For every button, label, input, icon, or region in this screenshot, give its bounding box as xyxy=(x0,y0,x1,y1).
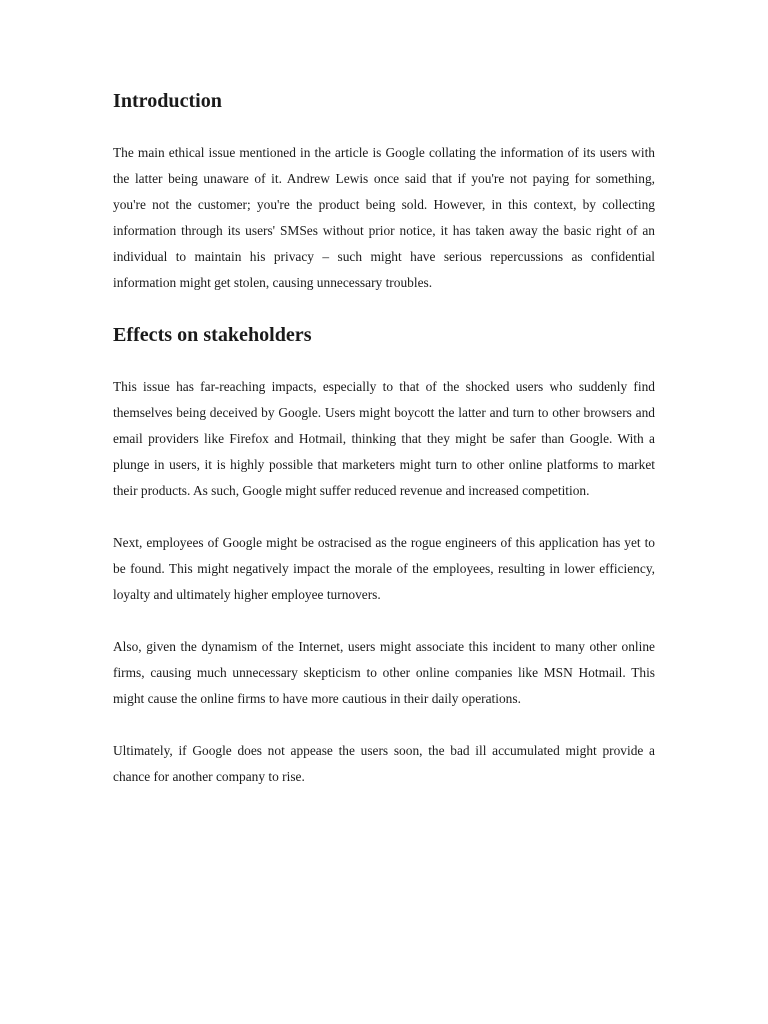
spacer xyxy=(113,504,655,530)
section-heading-effects-on-stakeholders: Effects on stakeholders xyxy=(113,324,312,346)
section-heading-introduction: Introduction xyxy=(113,90,222,112)
paragraph-online-firms-impact: Also, given the dynamism of the Internet, users might associate this incident to many other online firms, causing much unnecessary skepticism to other online companies like MSN Hotmail. This might cause the online firms to have more cautious in their daily operations. xyxy=(113,639,655,706)
document-page xyxy=(113,88,655,790)
spacer xyxy=(113,712,655,738)
paragraph-employees-impact: Next, employees of Google might be ostracised as the rogue engineers of this application has yet to be found. This might negatively impact the morale of the employees, resulting in lower efficiency, loyalty and ultimately higher employee turnovers. xyxy=(113,535,655,602)
paragraph-users-impact: This issue has far-reaching impacts, especially to that of the shocked users who suddenly find themselves being deceived by Google. Users might boycott the latter and turn to other browsers and email providers like Firefox and Hotmail, thinking that they might be safer than Google. With a plunge in users, it is highly possible that marketers might turn to other online platforms to market their products. As such, Google might suffer reduced revenue and increased competition. xyxy=(113,379,655,498)
spacer xyxy=(113,114,655,140)
paragraph-introduction: The main ethical issue mentioned in the article is Google collating the information of its users with the latter being unaware of it. Andrew Lewis once said that if you're not paying for something, you're not the customer; you're the product being sold. However, in this context, by collecting information through its users' SMSes without prior notice, it has taken away the basic right of an individual to maintain his privacy – such might have serious repercussions as confidential information might get stolen, causing unnecessary troubles. xyxy=(113,145,655,290)
paragraph-conclusion: Ultimately, if Google does not appease the users soon, the bad ill accumulated might provide a chance for another company to rise. xyxy=(113,743,655,784)
spacer xyxy=(113,348,655,374)
spacer xyxy=(113,608,655,634)
spacer xyxy=(113,296,655,322)
